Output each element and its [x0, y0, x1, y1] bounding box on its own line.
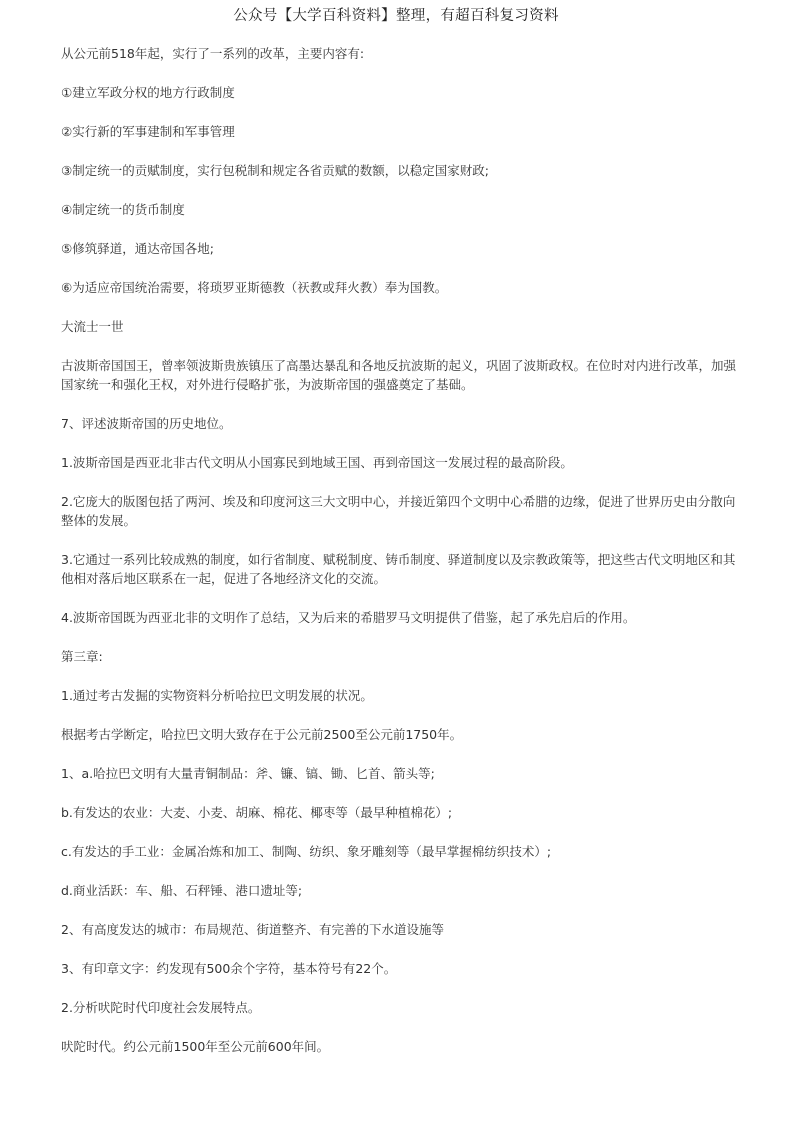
paragraph-chapter-3-heading: 第三章:	[61, 649, 103, 664]
paragraph-question-7: 7、评述波斯帝国的历史地位。	[61, 416, 232, 431]
paragraph-darius-description: 古波斯帝国国王，曾率领波斯贵族镇压了高墨达暴乱和各地反抗波斯的起义，巩固了波斯政权。在位时对内进行改革，加强国家统一和强化王权，对外进行侵略扩张，为波斯帝国的强盛奠定了基础。	[61, 358, 737, 392]
document-body	[61, 44, 737, 1076]
paragraph-reform-3: ③制定统一的贡赋制度，实行包税制和规定各省贡赋的数额，以稳定国家财政;	[61, 163, 489, 178]
paragraph-harappa-handicraft: c.有发达的手工业：金属冶炼和加工、制陶、纺织、象牙雕刻等（最早掌握棉纺织技术）;	[61, 844, 552, 859]
paragraph-reform-4: ④制定统一的货币制度	[61, 202, 185, 217]
paragraph-darius-heading: 大流士一世	[61, 319, 124, 334]
paragraph-harappa-dating: 根据考古学断定，哈拉巴文明大致存在于公元前2500至公元前1750年。	[61, 727, 463, 742]
paragraph-reform-5: ⑤修筑驿道，通达帝国各地;	[61, 241, 214, 256]
paragraph-persia-point-4: 4.波斯帝国既为西亚北非的文明作了总结，又为后来的希腊罗马文明提供了借鉴，起了承先启后的作用。	[61, 610, 636, 625]
paragraph-vedic-question: 2.分析吠陀时代印度社会发展特点。	[61, 1000, 261, 1015]
paragraph-vedic-period: 吠陀时代。约公元前1500年至公元前600年间。	[61, 1039, 330, 1054]
paragraph-persia-point-1: 1.波斯帝国是西亚北非古代文明从小国寡民到地域王国、再到帝国这一发展过程的最高阶段。	[61, 455, 573, 470]
page-header-title: 公众号【大学百科资料】整理，有超百科复习资料	[233, 8, 559, 24]
paragraph-persia-point-2: 2.它庞大的版图包括了两河、埃及和印度河这三大文明中心，并接近第四个文明中心希腊的边缘，促进了世界历史由分散向整体的发展。	[61, 494, 736, 528]
paragraph-harappa-seals: 3、有印章文字：约发现有500余个字符，基本符号有22个。	[61, 961, 397, 976]
paragraph-harappa-question: 1.通过考古发掘的实物资料分析哈拉巴文明发展的状况。	[61, 688, 373, 703]
paragraph-harappa-bronze: 1、a.哈拉巴文明有大量青铜制品：斧、镰、镐、锄、匕首、箭头等;	[61, 766, 435, 781]
paragraph-reform-1: ①建立军政分权的地方行政制度	[61, 85, 235, 100]
paragraph-harappa-agriculture: b.有发达的农业：大麦、小麦、胡麻、棉花、椰枣等（最早种植棉花）;	[61, 805, 453, 820]
paragraph-harappa-cities: 2、有高度发达的城市：布局规范、街道整齐、有完善的下水道设施等	[61, 922, 444, 937]
paragraph-reform-6: ⑥为适应帝国统治需要，将琐罗亚斯德教（祆教或拜火教）奉为国教。	[61, 280, 448, 295]
paragraph-persia-point-3: 3.它通过一系列比较成熟的制度，如行省制度、赋税制度、铸币制度、驿道制度以及宗教政策等，把这些古代文明地区和其他相对落后地区联系在一起，促进了各地经济文化的交流。	[61, 552, 736, 586]
paragraph-harappa-commerce: d.商业活跃：车、船、石秤锤、港口遗址等;	[61, 883, 303, 898]
paragraph-reform-2: ②实行新的军事建制和军事管理	[61, 124, 235, 139]
paragraph-intro-reforms: 从公元前518年起，实行了一系列的改革，主要内容有:	[61, 46, 365, 61]
